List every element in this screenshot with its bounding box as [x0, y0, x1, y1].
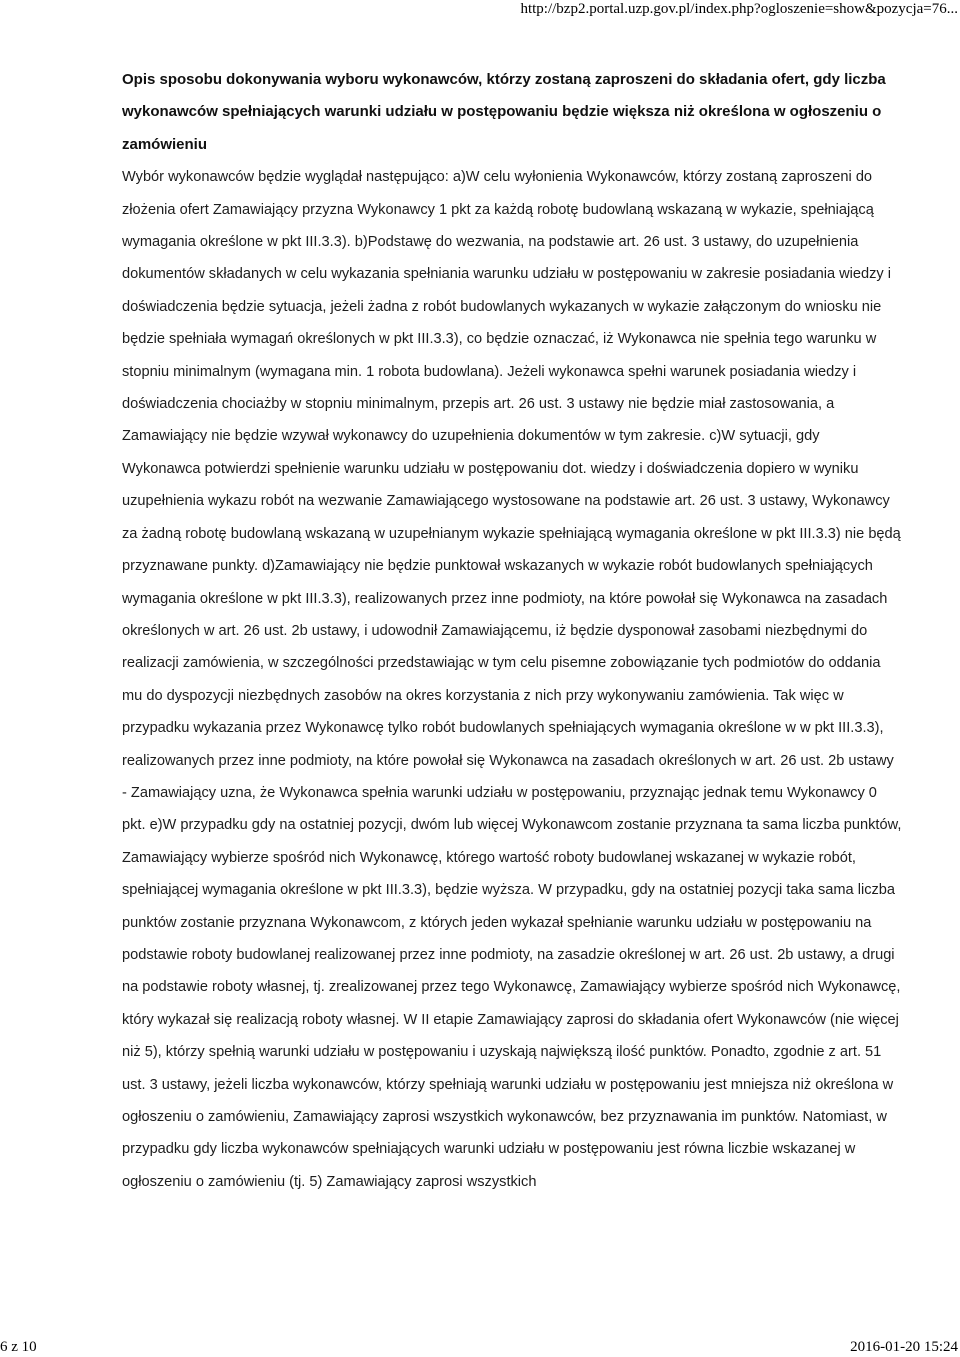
section-body: Wybór wykonawców będzie wyglądał następująco: a)W celu wyłonienia Wykonawców, którzy zostaną zaproszeni do złożenia ofert Zamawiający przyzna Wykonawcy 1 pkt za każdą robotę budowlaną wskazaną w wykazie, spełniającą wymagania określone w pkt III.3.3). b)Podstawę do wezwania, na podstawie art. 26 ust. 3 ustawy, do uzupełnienia dokumentów składanych w celu wykazania spełniania warunku udziału w postępowaniu w zakresie posiadania wiedzy i doświadczenia będzie sytuacja, jeżeli żadna z robót budowlanych wykazanych w wykazie załączonym do wniosku nie będzie spełniała wymagań określonych w pkt III.3.3), co będzie oznaczać, iż Wykonawca nie spełnia tego warunku w stopniu minimalnym (wymagana min. 1 robota budowlana). Jeżeli wykonawca spełni warunek posiadania wiedzy i doświadczenia chociażby w stopniu minimalnym, przepis art. 26 ust. 3 ustawy nie będzie miał zastosowania, a Zamawiający nie będzie wzywał wykonawcy do uzupełnienia dokumentów w tym zakresie. c)W sytuacji, gdy Wykonawca potwierdzi spełnienie warunku udziału w postępowaniu dot. wiedzy i doświadczenia dopiero w wyniku uzupełnienia wykazu robót na wezwanie Zamawiającego wystosowane na podstawie art. 26 ust. 3 ustawy, Wykonawcy za żadną robotę budowlaną wskazaną w uzupełnianym wykazie spełniającą wymagania określone w pkt III.3.3) nie będą przyznawane punkty. d)Zamawiający nie będzie punktował wskazanych w wykazie robót budowlanych spełniających wymagania określone w pkt III.3.3), realizowanych przez inne podmioty, na które powołał się Wykonawca na zasadach określonych w art. 26 ust. 2b ustawy, i udowodnił Zamawiającemu, iż będzie dysponował zasobami niezbędnymi do realizacji zamówienia, w szczególności przedstawiając w tym celu pisemne zobowiązanie tych podmiotów do oddania mu do dyspozycji niezbędnych zasobów na okres korzystania z nich przy wykonywaniu zamówienia. Tak więc w przypadku wykazania przez Wykonawcę tylko robót budowlanych spełniających wymagania określone w w pkt III.3.3), realizowanych przez inne podmioty, na które powołał się Wykonawca na zasadach określonych w art. 26 ust. 2b ustawy - Zamawiający uzna, że Wykonawca spełnia warunki udziału w postępowaniu, przyznając jednak temu Wykonawcy 0 pkt. e)W przypadku gdy na ostatniej pozycji, dwóm lub więcej Wykonawcom zostanie przyznana ta sama liczba punktów, Zamawiający wybierze spośród nich Wykonawcę, którego wartość roboty budowlanej wskazanej w wykazie robót, spełniającej wymagania określone w pkt III.3.3), będzie wyższa. W przypadku, gdy na ostatniej pozycji taka sama liczba punktów zostanie przyznana Wykonawcom, z których jeden wykazał spełnianie warunku udziału w postępowaniu na podstawie roboty budowlanej realizowanej przez inne podmioty, na zasadzie określonej w art. 26 ust. 2b ustawy, a drugi na podstawie roboty własnej, tj. zrealizowanej przez tego Wykonawcę, Zamawiający wybierze spośród nich Wykonawcę, który wykazał się realizacją roboty własnej. W II etapie Zamawiający zaprosi do składania ofert Wykonawców (nie więcej niż 5), którzy spełnią warunki udziału w postępowaniu i uzyskają największą ilość punktów. Ponadto, zgodnie z art. 51 ust. 3 ustawy, jeżeli liczba wykonawców, którzy spełniają warunki udziału w postępowaniu jest mniejsza niż określona w ogłoszeniu o zamówieniu, Zamawiający zaprosi wszystkich wykonawców, bez przyznawania im punktów. Natomiast, w przypadku gdy liczba wykonawców spełniających warunki udziału w postępowaniu jest równa liczbie wskazanej w ogłoszeniu o zamówieniu (tj. 5) Zamawiający zaprosi wszystkich	[122, 169, 902, 1190]
page-number: 6 z 10	[0, 1339, 37, 1355]
document-content	[122, 64, 902, 1198]
print-datetime: 2016-01-20 15:24	[850, 1339, 958, 1355]
page-url: http://bzp2.portal.uzp.gov.pl/index.php?ogloszenie=show&pozycja=76...	[520, 1, 958, 17]
section-heading: Opis sposobu dokonywania wyboru wykonawców, którzy zostaną zaproszeni do składania ofert, gdy liczba wykonawców spełniających warunki udziału w postępowaniu będzie większa niż określona w ogłoszeniu o zamówieniu	[122, 71, 886, 153]
